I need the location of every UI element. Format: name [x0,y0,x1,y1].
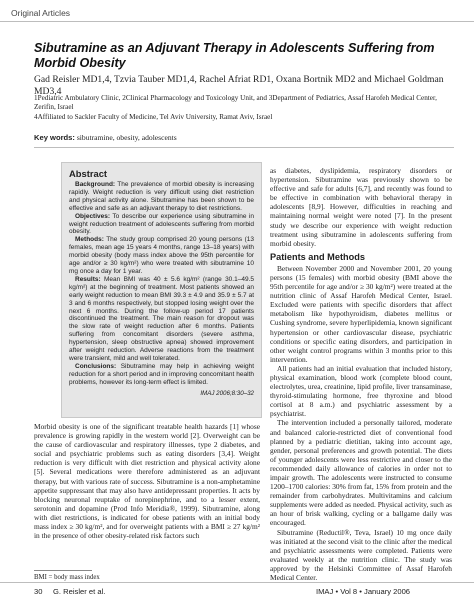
keywords [34,133,177,142]
keywords-label: Key words: [34,133,75,142]
methods-paragraph-1: Between November 2000 and November 2001, 20 young persons (15 females) with morbid obesity (BMI above the 95th percentile for age and/or ≥ 30 kg/m²) were treated at the nutrition clinic of Assaf Harofeh Medical Center, Israel. Excluded were patients with specific disorders that affect metabolism like hypothyroidism, diabetes mellitus or Cushing syndrome, severe hyperlipidemia, known significant hypertension or other cardiovascular disease, psychiatric conditions or specific eating disorders, and participation in other weight control programs within 3 months prior to this intervention. [270,263,452,364]
footnote-divider [34,570,92,571]
abstract-results-label: Results: [75,275,101,283]
keywords-value: sibutramine, obesity, adolescents [76,133,177,142]
abstract-objectives [69,213,254,237]
abstract-box [61,162,262,418]
abstract-objectives-text: To describe our experience using sibutramine in weight reduction treatment of adolescents suffering from morbid obesity. [69,212,254,236]
intro-paragraph: Morbid obesity is one of the significant treatable health hazards [1] whose prevalence is growing rapidly in the western world [2]. Overweight can be the cause of cardiovascular and respiratory illnesses, type 2 diabetes, and social and psychiatric problems such as eating disorders [3,4]. Weight reduction is very difficult with diet restriction and physical activity alone [5]. Several medications were therefore administered as an adjuvant therapy, but with various rate of success. Sibutramine is a non-amphetamine appetite suppressant that may also have antidepressant properties. It acts by blocking neuronal reuptake of norepinephrine, and to a lesser extent, serotonin and dopamine (Prod Info Meridia®, 1999). Sibutramine, along with diet restrictions, is indicated for obese patients with an initial body mass index ≥ 30 kg/m², and for overweight patients with a BMI ≥ 27 kg/m² in the presence of other obesity-related risk factors such [34,422,260,541]
abstract-background-text: The prevalence of morbid obesity is increasing rapidly. Weight reduction is very difficult using diet restriction and physical activity alone. Sibutramine has been shown to be effective and safe as an adjuvant therapy to diet restrictions. [69,181,254,212]
abstract-results-text: Mean BMI was 40 ± 5.6 kg/m² (range 30.1–49.5 kg/m²) at the beginning of treatment. Most patients showed an early weight reduction to mean BMI 39.3 ± 4.9 and 35.9 ± 5.7 at 3 and 6 months respectively, but stopped losing weight over the next 6 months. During the follow-up period 17 patients discontinued the treatment. The main reason for dropout was the slow rate of weight reduction after 6 months. Patients suffering from concomitant disorders (severe asthma, hypertension, sleep obstructive apnea) showed improvement after weight reduction. Adverse reactions from the treatment were transient, mild and well tolerated. [69,275,254,362]
abstract-conclusions-label: Conclusions: [75,362,117,370]
abstract-methods-text: The study group comprised 20 young persons (13 females, mean age 15 years 4 months, range 13–18 years) with morbid obesity (body mass index above the 95th percentile for age and/or ≥ 30 kg/m²) who were treated with sibutramine 10 mg once a day for 1 year. [69,236,254,275]
footer-left [34,587,105,596]
keywords-divider [34,147,454,148]
abstract-background-label: Background: [75,181,116,188]
methods-paragraph-2: All patients had an initial evaluation that included history, physical examination, blood work (complete blood count, electrolytes, urea, creatinine, lipid profile, liver transaminase, thyroid-stimulating hormone, free thyroxine and blood cortisol at 8 a.m.) and psychiatric assessment by a psychiatrist. [270,363,452,419]
running-author: G. Reisler et al. [53,587,106,596]
left-column [34,422,260,540]
footer-right [316,587,410,596]
abstract-methods-label: Methods: [75,236,104,244]
journal-name: IMAJ [316,587,334,596]
affiliations [34,94,454,122]
methods-paragraph-3: The intervention included a personally tailored, moderate and balanced calorie-restricted diet of conventional food planned by a pediatric dietitian, taking into account age, gender, personal preferences and growth potential. The diets of younger adolescents were less restrictive and closer to the recommended daily allowance of calories in order not to impair growth. The adolescents were instructed to consume 1200–1700 calories: 30% from fat, 15% from protein and the remainder from carbohydrates. Multivitamins and calcium supplements were added as needed. Physical activity, such as an hour of brisk walking, cycling or a ballgame daily was encouraged. [270,418,452,528]
footer-bullet: • [335,587,341,596]
abstract-results [69,276,254,363]
article-authors: Gad Reisler MD1,4, Tzvia Tauber MD1,4, Rachel Afriat RD1, Oxana Bortnik MD2 and Michael Goldman MD3,4 [34,74,444,97]
right-column [270,166,452,582]
journal-volume: Vol 8 [340,587,358,596]
section-label: Original Articles [11,8,71,18]
abstract-citation: IMAJ 2006;8:30–32 [200,389,254,397]
intro-continuation: as diabetes, dyslipidemia, respiratory disorders or hypertension. Sibutramine was previously shown to be effective and safe for adults [6,7], and recently was found to be effective in combination with behavioral therapy in adolescents [8,9]. However, difficulties in reaching and maintaining normal weight were noted [7]. In the present study we describe our experience with weight reduction treatment using sibutramine in adolescents suffering from morbid obesity. [270,166,452,248]
abstract-conclusions-text: Sibutramine may help in achieving weight reduction for a short period and in improving concomitant health problems, however its long-term effect is limited. [69,362,254,386]
abstract-heading: Abstract [69,168,108,179]
footer-divider [0,582,474,583]
footer-bullet: • [359,587,365,596]
footnote: BMI = body mass index [34,574,100,581]
affiliation-line-2: 4Affiliated to Sackler Faculty of Medicine, Tel Aviv University, Ramat Aviv, Israel [34,112,273,121]
abstract-methods [69,236,254,276]
affiliation-line-1: 1Pediatric Ambulatory Clinic, 2Clinical Pharmacology and Toxicology Unit, and 3Department of Pediatrics, Assaf Harofeh Medical Center, Zerifin, Israel [34,94,437,112]
abstract-objectives-label: Objectives: [75,212,111,220]
journal-date: January 2006 [364,587,411,596]
abstract-conclusions [69,363,254,387]
methods-heading: Patients and Methods [270,251,365,262]
article-title: Sibutramine as an Adjuvant Therapy in Adolescents Suffering from Morbid Obesity [34,41,435,70]
abstract-background [69,181,254,213]
methods-paragraph-4: Sibutramine (Reductil®, Teva, Israel) 10 mg once daily was initiated at the second visit to the clinic after the medical and psychiatric assessments were completed. Patients were evaluated weekly at the nutrition clinic. The study was approved by the Helsinki Committee of Assaf Harofeh Medical Center. [270,527,452,583]
page-number: 30 [34,587,43,596]
header-divider [0,21,474,22]
